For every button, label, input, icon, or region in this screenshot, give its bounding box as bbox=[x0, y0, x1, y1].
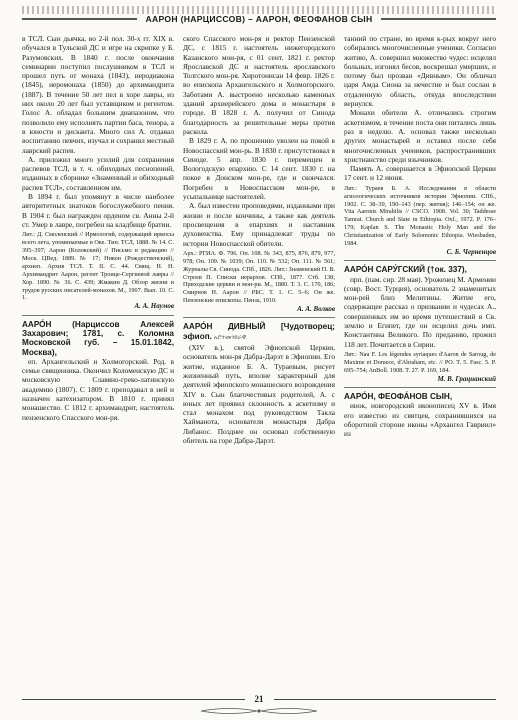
paragraph: в ТСЛ. Сын дьячка, во 2-й пол. 30-х гг. XIX в. обучался в Тульской ДС и игре на скрипке у Б. Разумовских. В 1840 г. после окончания семинарии поступил послушником в ТСЛ и прошел путь от монаха (1843), иеродиакона (1845), иеромонаха (1850) до архимандрита (1887). В течение 50 лет пел в хоре лавры, из них около 20 лет был уставщиком и регентом. Голос А. обладал большим диапазоном, что позволило ему исполнять партии баса, тенора, а в юности и дисканта. Много сил А. отдавал воспитанию певчих, изучал и сохранял местный лаврский распев. bbox=[22, 34, 174, 155]
header-rule-left bbox=[22, 18, 137, 20]
page-number: 21 bbox=[254, 694, 264, 704]
paragraph: еп. Архангельский и Холмогорский. Род. в семье священника. Окончил Коломенскую ДС и московскую Славяно-греко-латинскую академию (1807). С 1809 г. преподавал в ней и назначен катехизатором. В 1810 г. принял монашество. С 1812 г. архимандрит, настоятель пензенского Спасского мон-ря. bbox=[22, 356, 174, 422]
entry-heading: ААРО́Н (Нарциссов Алексей Захарович; 1781, с. Коломна Московской губ. – 15.01.1842, Москва), bbox=[22, 319, 174, 357]
literature-list: Лит.: Тураев Б. А. Исследования в области агиологических источников истории Эфиопии. СПб., 1902. С. 38–39, 190–143 (пер. жития); 146–154; он же. Vita Aaronis Mirabilis // CSCO. 1908. Vol. 30; Taddesse Tamrat. Church and State in Ethiopia. Oxf., 1972. P. 176–179; Kaplan S. The Monastic Holy Man and the Christianization of Early Solomonic Ethiopia. Wiesbaden, 1984. bbox=[344, 184, 496, 248]
article-separator bbox=[344, 260, 496, 261]
paragraph: А. был известен проповедями, изданными при жизни и после кончины, а также как деятель просвещения в епархиях и наставник духовенства. Ему принадлежат труды по истории Новоспасской обители. bbox=[183, 201, 335, 248]
article-separator bbox=[183, 317, 335, 318]
paragraph: танний по стране, во время к-рых вокруг него собирались многочисленные ученики. Согласно житию, А. совершил множество чудес: исцелял больных, изгонял бесов, воскрешал умерших, и потому был прозван «Дивным». Он обличал царя Амда Сиона за нечестие и был сослан в отдаленную область, откуда впоследствии вернулся. bbox=[344, 34, 496, 109]
entry-heading: ААРО́Н, ФЕОФА́НОВ СЫН, bbox=[344, 391, 453, 401]
article-author: А. А. Волков bbox=[297, 305, 335, 314]
paragraph: В 1894 г. был упомянут в числе наиболее авторитетных знатоков богослужебного пения. В 1904 г. был награжден орденом св. Анны 2-й ст. Умер в лавре, погребен на кладбище братии. bbox=[22, 192, 174, 229]
paragraph: Память А. совершается в Эфиопской Церкви 17 сент. и 12 июня. bbox=[344, 164, 496, 183]
literature-list: Лит.: Nau F. Les légendes syriaques d'Aaron de Saroug, de Maxime et Domece, d'Abraham, etc. // PO. T. 5. Fasc. 5. P. 695–754; AnBoll. 1908. T. 27. P. 169, 184. bbox=[344, 350, 496, 374]
entry-heading: ААРО́Н САРУ́ГСКИЙ (†ок. 337), bbox=[344, 265, 467, 275]
literature-list: Лит.: Д. Смоленский // Ирмологий, содержащий ирмосы всего лета, упоминаемые в Оке. Тип. ТСЛ, 1888. № 14. С. 395–397; Аарон (Колокский) // Письмо в редакцию // Моск. ЦВед. 1889. № 17; Никон (Рождественский), архиеп. Архив ТСЛ. Т. II. С. 44. Свящ. Н. Н. Архимандрит Аарон, регент Троице-Сергиевой лавры // Хор. 1890. № 36. С. 439; Жмакин Д. Обзор жизни и трудов русских писателей-монахов. М., 1907. Вып. 10. С. 1. bbox=[22, 231, 174, 302]
paragraph: Монахи обители А. отличались строгим аскетизмом, в течение поста они питались лишь раз в неделю. А. основал также несколько других монастырей и оставил после себя многочисленных учеников, распространивших христианство среди язычников. bbox=[344, 108, 496, 164]
paragraph: В 1829 г. А. по прошению уволен на покой в Новоспасский мон-рь. В 1830 г. присутствовал в Синоде. 5 апр. 1830 г. перемещен в Вологодскую епархию. С 14 сент. 1830 г. на покое в Донском мон-ре, где и скончался. Погребен в Новоспасском мон-ре, в усыпальнице настоятелей. bbox=[183, 136, 335, 202]
article-author: М. В. Грацианский bbox=[437, 374, 496, 383]
paragraph: прп. (пам. сир. 28 мая). Уроженец М. Армении (совр. Вост. Турция), основатель 2 знаменитых мон-рей близ Мелитины. Житие его, содержащее рассказ о призвании и чудесах А., совершенных им во время путешествий в Св. землю и Египет, где он исцелил дочь имп. Константина Великого. По преданию, прожил 118 лет. Почитается в Сирии. bbox=[344, 274, 496, 349]
page-title: ААРОН (НАРЦИССОВ) – ААРОН, ФЕОФАНОВ СЫН bbox=[145, 14, 373, 24]
ethiopic-name: አሮን፡መንክራዊ bbox=[213, 334, 247, 341]
paragraph: ского Спасского мон-ря и ректор Пензенской ДС, с 1815 г. настоятель нижегородского Казанского мон-ря, с 01 сент. 1821 г. ректор Ярославской ДС и настоятель ярославского Толгского мон-ря. Хиротонисан 14 февр. 1826 г. во епископа Архангельского и Холмогорского. Заботами А. выстроено несколько каменных зданий архиерейского дома и монастыря в городе. В 1828 г. А. получил от Синода благодарность за решительные меры против раскола. bbox=[183, 34, 335, 136]
article-author: А. А. Наумов bbox=[134, 302, 174, 311]
header-rule-right bbox=[381, 18, 496, 20]
article-separator bbox=[344, 387, 496, 388]
paragraph: А. приложил много усилий для сохранения распевов ТСЛ, в т. ч. обиходных песнопений, изданных в сборнике «Знаменный и обиходный распев ТСЛ», составленном им. bbox=[22, 154, 174, 192]
footer-flourish-icon bbox=[199, 706, 319, 716]
column-1 bbox=[22, 34, 174, 690]
entry-heading: ААРО́Н ДИВНЫЙ [Чудотворец; эфиоп. bbox=[183, 322, 335, 341]
column-2 bbox=[183, 34, 335, 690]
paragraph: (XIV в.), святой Эфиопской Церкви, основатель мон-ря Дабра-Дарэт в Эфиопии. Его житие, изданное Б. А. Тураевым, рисует жизненный путь, вполне характерный для деятелей эфиопского монашеского возрождения XIV в. Сын благочестивых родителей, А. с юных лет проявил склонность к аскетизму и стал монахом под руководством Такла Хайманота, основателя монастыря Дабра Либанос. Позднее он основал собственную обитель на горе Дабра-Дарэт. bbox=[183, 343, 335, 446]
footer-rule-right bbox=[274, 699, 497, 700]
article-separator bbox=[22, 315, 174, 316]
text-columns bbox=[22, 34, 496, 690]
running-header bbox=[22, 10, 496, 28]
literature-list: Арх.: РГИА. Ф. 796. Оп. 108. № 343, 875, 876, 879, 977, 978; Оп. 109. № 1039; Оп. 110. № 532; Оп. 111. № 561; Журналы Св. Синода. СПб., 1826. Лит.: Знаменский П. В. Строев П. Списки иерархов. СПб., 1877. Стб. 138; Приходские церкви и мон-ри. М., 1880. Т. 3. С. 170, 186; Смирнов Н. Аарон // РБС. Т. 1. С. 5–6; Он же. Пензенские епископы. Пенза, 1910. bbox=[183, 249, 335, 305]
paragraph: инок, новгородский иконописец XV в. Имя его известно из святцев, сохранившихся на оборотной стороне иконы «Архангел Гавриил» из bbox=[344, 401, 496, 439]
column-3 bbox=[344, 34, 496, 690]
footer-rule-left bbox=[22, 699, 245, 700]
article-author: С. Б. Черненцов bbox=[446, 248, 496, 256]
